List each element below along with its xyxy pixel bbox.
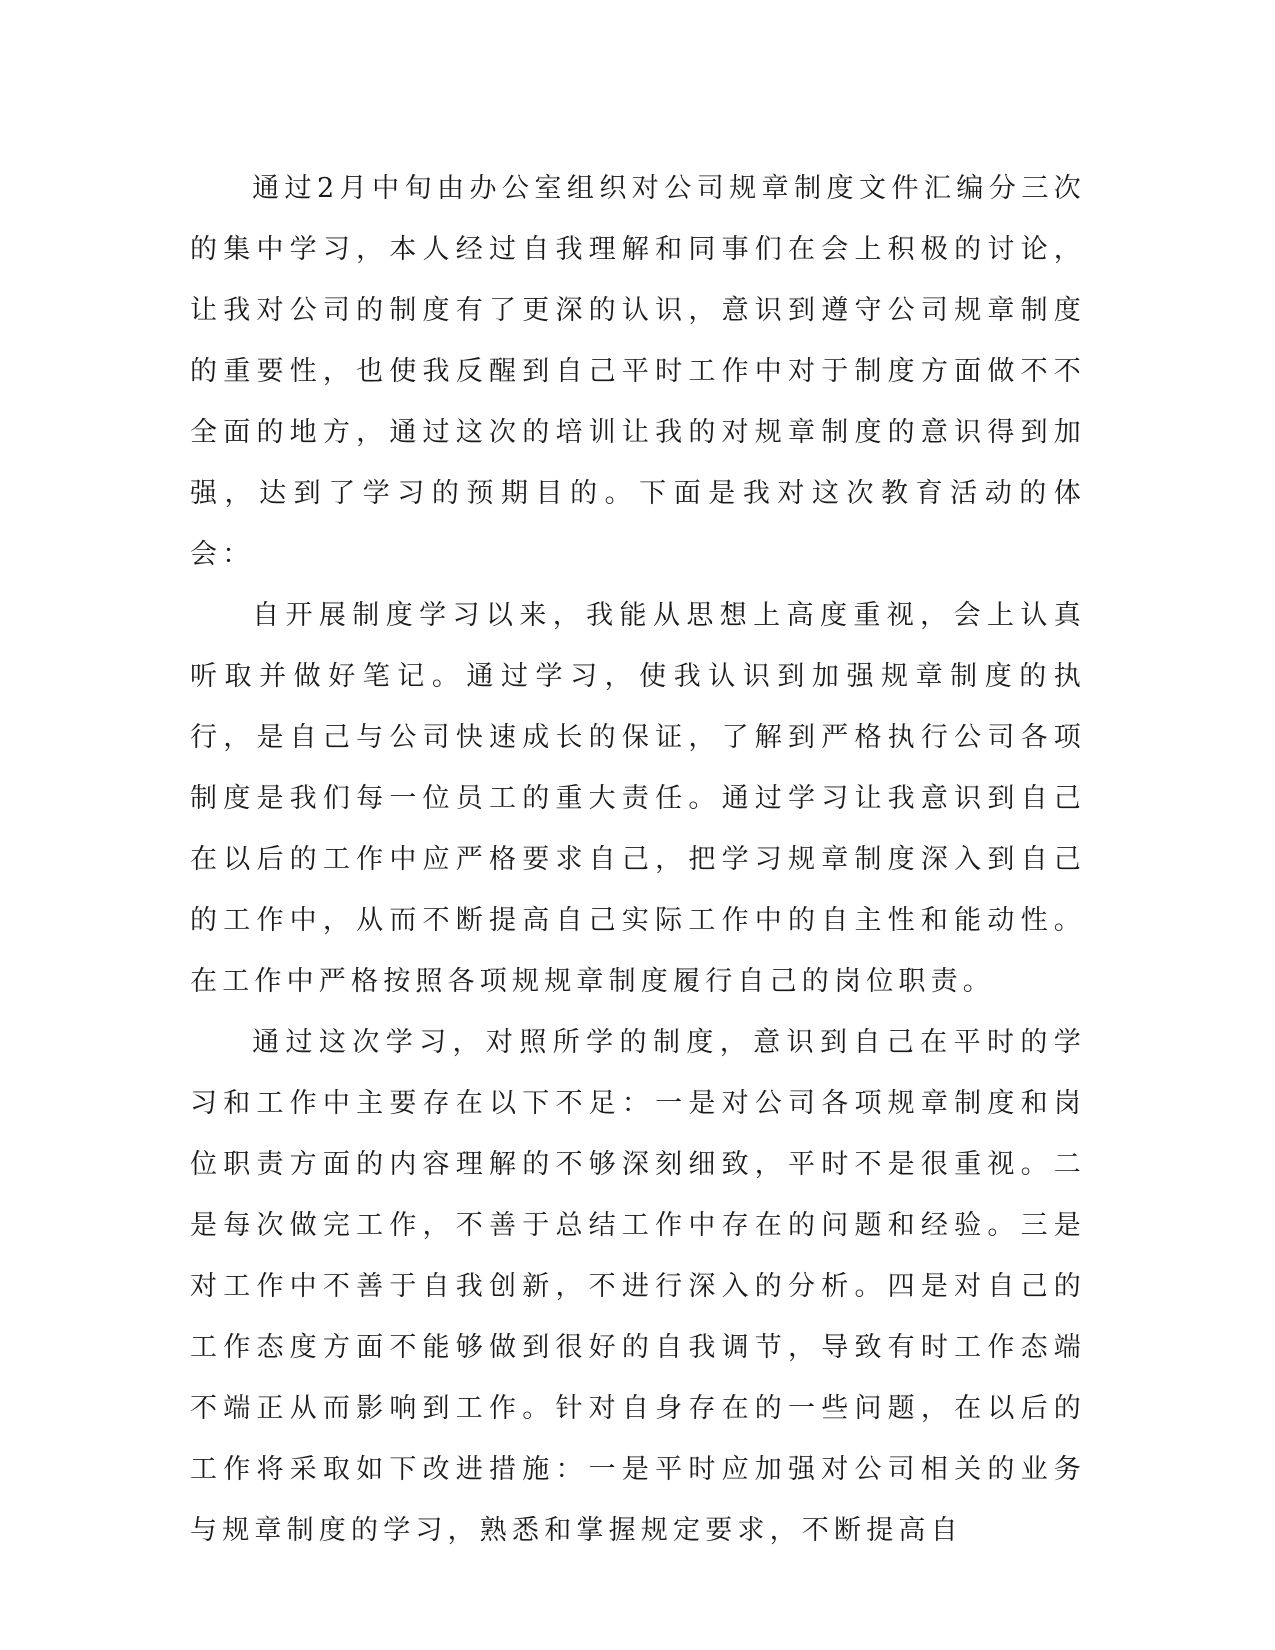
- paragraph-2: 自开展制度学习以来，我能从思想上高度重视，会上认真听取并做好笔记。通过学习，使我认识到加强规章制度的执行，是自己与公司快速成长的保证，了解到严格执行公司各项制度是我们每一位员工的重大责任。通过学习让我意识到自己在以后的工作中应严格要求自己，把学习规章制度深入到自己的工作中，从而不断提高自己实际工作中的自主性和能动性。在工作中严格按照各项规规章制度履行自己的岗位职责。: [190, 600, 1086, 997]
- document-body: [190, 158, 1086, 1561]
- paragraph-1: 通过2月中旬由办公室组织对公司规章制度文件汇编分三次的集中学习，本人经过自我理解和同事们在会上积极的讨论，让我对公司的制度有了更深的认识，意识到遵守公司规章制度的重要性，也使我反醒到自己平时工作中对于制度方面做不不全面的地方，通过这次的培训让我的对规章制度的意识得到加强，达到了学习的预期目的。下面是我对这次教育活动的体会：: [190, 173, 1086, 570]
- paragraph-3: 通过这次学习，对照所学的制度，意识到自己在平时的学习和工作中主要存在以下不足：一是对公司各项规章制度和岗位职责方面的内容理解的不够深刻细致，平时不是很重视。二是每次做完工作，不善于总结工作中存在的问题和经验。三是对工作中不善于自我创新，不进行深入的分析。四是对自己的工作态度方面不能够做到很好的自我调节，导致有时工作态端不端正从而影响到工作。针对自身存在的一些问题，在以后的工作将采取如下改进措施：一是平时应加强对公司相关的业务与规章制度的学习，熟悉和掌握规定要求，不断提高自: [190, 1027, 1086, 1546]
